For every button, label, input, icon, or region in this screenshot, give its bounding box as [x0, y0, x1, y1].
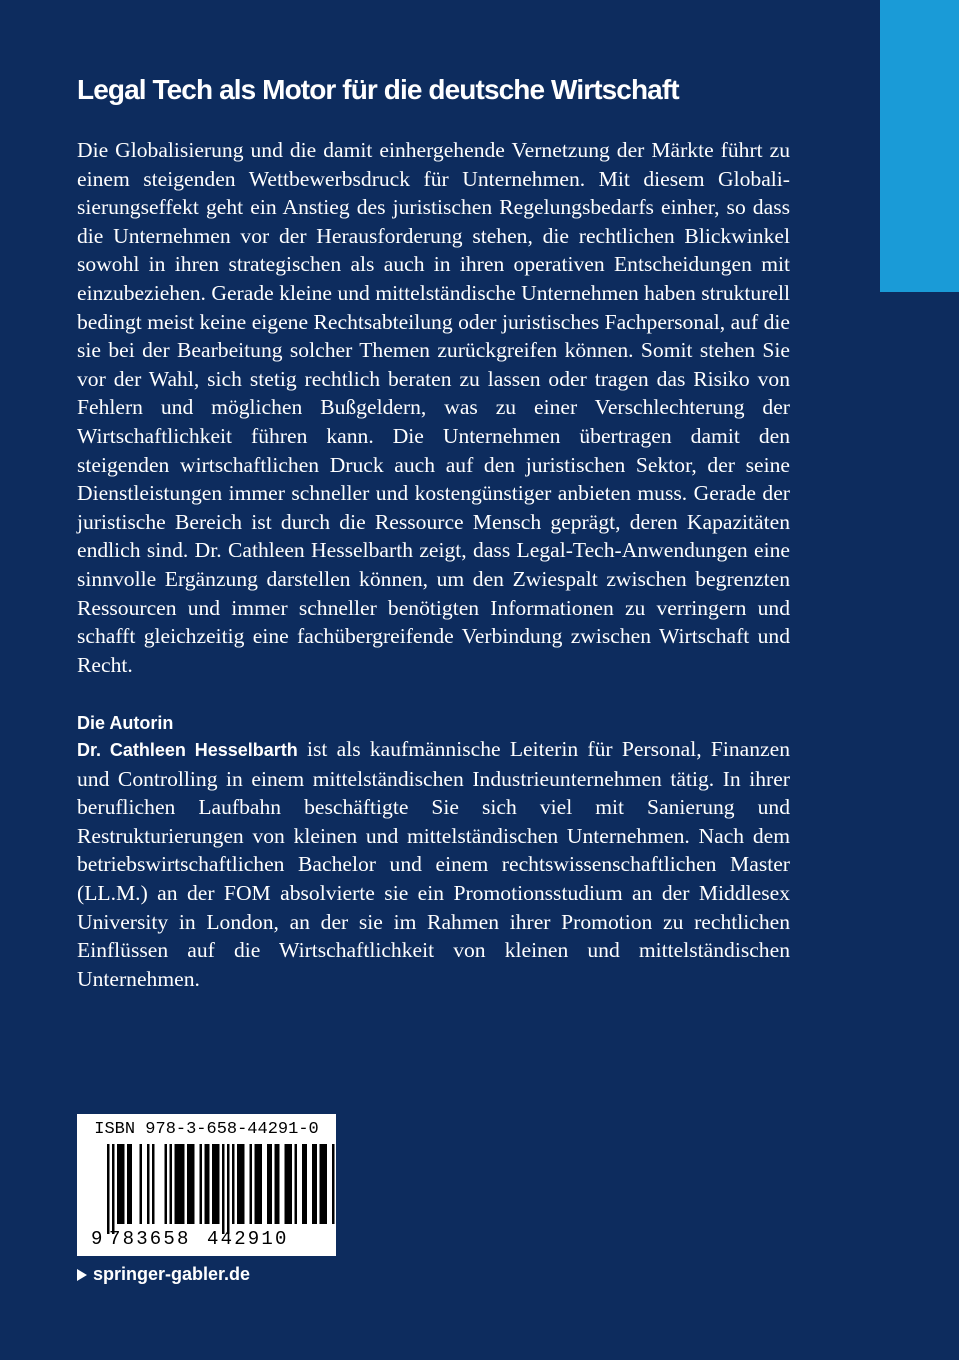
barcode-bar: [140, 1144, 143, 1224]
barcode-bar: [112, 1144, 115, 1234]
barcode-bar: [255, 1144, 258, 1224]
barcode-bar: [227, 1144, 230, 1234]
barcode-bar: [192, 1144, 195, 1224]
barcode-bar: [232, 1144, 235, 1224]
barcode-bar: [187, 1144, 190, 1224]
barcode-digits-right: 442910: [207, 1228, 289, 1250]
barcode-bar: [315, 1144, 318, 1224]
barcode-bar: [215, 1144, 218, 1224]
barcode-bar: [290, 1144, 293, 1224]
barcode-bar: [270, 1144, 273, 1224]
barcode-bar: [312, 1144, 315, 1224]
blurb-text: Die Globalisierung und die damit einhergehende Vernetzung der Märkte führt zu einem steigenden Wettbewerbsdruck für Unternehmen. Mit diesem Globalisierungseffekt geht ein Anstieg des juristischen Regelungsbedarfs einher, so dass die Unternehmen vor der Herausforderung stehen, die rechtlichen Blickwinkel sowohl in ihren strategischen als auch in ihren operativen Entscheidungen mit einzubeziehen. Gerade kleine und mittelständische Unternehmen haben strukturell bedingt meist keine eigene Rechtsabteilung oder juristisches Fachpersonal, auf die sie bei der Bearbeitung solcher Themen zurückgreifen können. Somit stehen Sie vor der Wahl, sich stetig rechtlich beraten zu lassen oder tragen das Risiko von Fehlern und möglichen Bußgeldern, was zu einer Verschlechterung der Wirtschaftlichkeit führen kann. Die Unternehmen übertragen damit den steigenden wirtschaftlichen Druck auch auf den juristischen Sektor, der seine Dienstleistungen immer schneller und kostengünstiger anbieten muss. Gerade der juristische Bereich ist durch die Ressource Mensch geprägt, deren Kapazitäten endlich sind. Dr. Cathleen Hesselbarth zeigt, dass Legal-Tech-Anwendungen eine sinnvolle Ergänzung darstellen können, um den Zwiespalt zwischen begrenzten Ressourcen und immer schneller benötigten Informationen zu verringern und schafft gleichzeitig eine fachübergreifende Verbindung zwischen Wirtschaft und Recht.: [77, 138, 790, 677]
barcode-bar: [177, 1144, 180, 1224]
barcode-bar: [152, 1144, 155, 1224]
barcode-digits: [77, 1226, 336, 1252]
barcode-bar: [127, 1144, 130, 1224]
barcode-bar: [120, 1144, 123, 1224]
author-bio: [77, 735, 790, 993]
barcode-bar: [147, 1144, 150, 1224]
book-title: Legal Tech als Motor für die deutsche Wirtschaft: [77, 74, 679, 105]
barcode-bar: [332, 1144, 335, 1224]
barcode-digit-first: 9: [91, 1228, 103, 1250]
barcode-bar: [267, 1144, 270, 1224]
barcode-bar: [222, 1144, 225, 1234]
barcode-bar: [175, 1144, 178, 1224]
barcode-bar: [305, 1144, 308, 1224]
barcode-bar: [240, 1144, 243, 1224]
barcode-bar: [277, 1144, 280, 1224]
barcode-bar: [322, 1144, 325, 1224]
barcode-digits-left: 783658: [109, 1228, 191, 1250]
barcode-bar: [180, 1144, 183, 1224]
barcode-bar: [182, 1144, 185, 1224]
accent-bar: [880, 0, 959, 292]
website-link[interactable]: [77, 1262, 250, 1286]
author-name: Dr. Cathleen Hesselbarth: [77, 740, 298, 760]
barcode-bar: [250, 1144, 253, 1224]
website-url: springer-gabler.de: [93, 1264, 251, 1284]
barcode-bar: [170, 1144, 173, 1224]
barcode-bar: [212, 1144, 215, 1224]
barcode-bar: [257, 1144, 260, 1224]
barcode-bar: [207, 1144, 210, 1224]
barcode-bar: [302, 1144, 305, 1224]
author-heading: Die Autorin: [77, 713, 174, 733]
triangle-right-icon: [77, 1269, 87, 1281]
barcode-bar: [295, 1144, 298, 1224]
barcode-bar: [107, 1144, 110, 1234]
barcode-bar: [287, 1144, 290, 1224]
barcode-bar: [165, 1144, 168, 1224]
barcode-bar: [117, 1144, 120, 1224]
barcode-bar: [275, 1144, 278, 1224]
isbn-barcode: [77, 1114, 336, 1256]
barcode-bar: [242, 1144, 245, 1224]
barcode-bar: [190, 1144, 193, 1224]
barcode-bar: [237, 1144, 240, 1224]
barcode-bar: [285, 1144, 288, 1224]
barcode-bar: [200, 1144, 203, 1224]
barcode-bar: [320, 1144, 323, 1224]
author-bio-text: ist als kaufmännische Leiterin für Personal, Finanzen und Controlling in einem mittelständischen Industrieunternehmen tätig. In ihrer beruflichen Laufbahn beschäftigte Sie sich viel mit Sanierung und Restrukturierungen von kleinen und mittelständischen Unternehmen. Nach dem betriebswirtschaftlichen Bachelor und einem rechtswissenschaftlichen Master (LL.M.) an der FOM absolvierte sie ein Promotionsstudium an der Middlesex University in London, an der sie im Rahmen ihrer Promotion zu rechtlichen Einflüssen auf die Wirtschaftlichkeit von kleinen und mittelständischen Unternehmen.: [77, 737, 790, 991]
barcode-bars: [77, 1144, 336, 1236]
barcode-bar: [205, 1144, 208, 1224]
barcode-bar: [325, 1144, 328, 1224]
barcode-bar: [260, 1144, 263, 1224]
barcode-bar: [122, 1144, 125, 1224]
barcode-bar: [130, 1144, 133, 1224]
isbn-label: ISBN 978-3-658-44291-0: [94, 1120, 319, 1139]
barcode-bar: [217, 1144, 220, 1224]
